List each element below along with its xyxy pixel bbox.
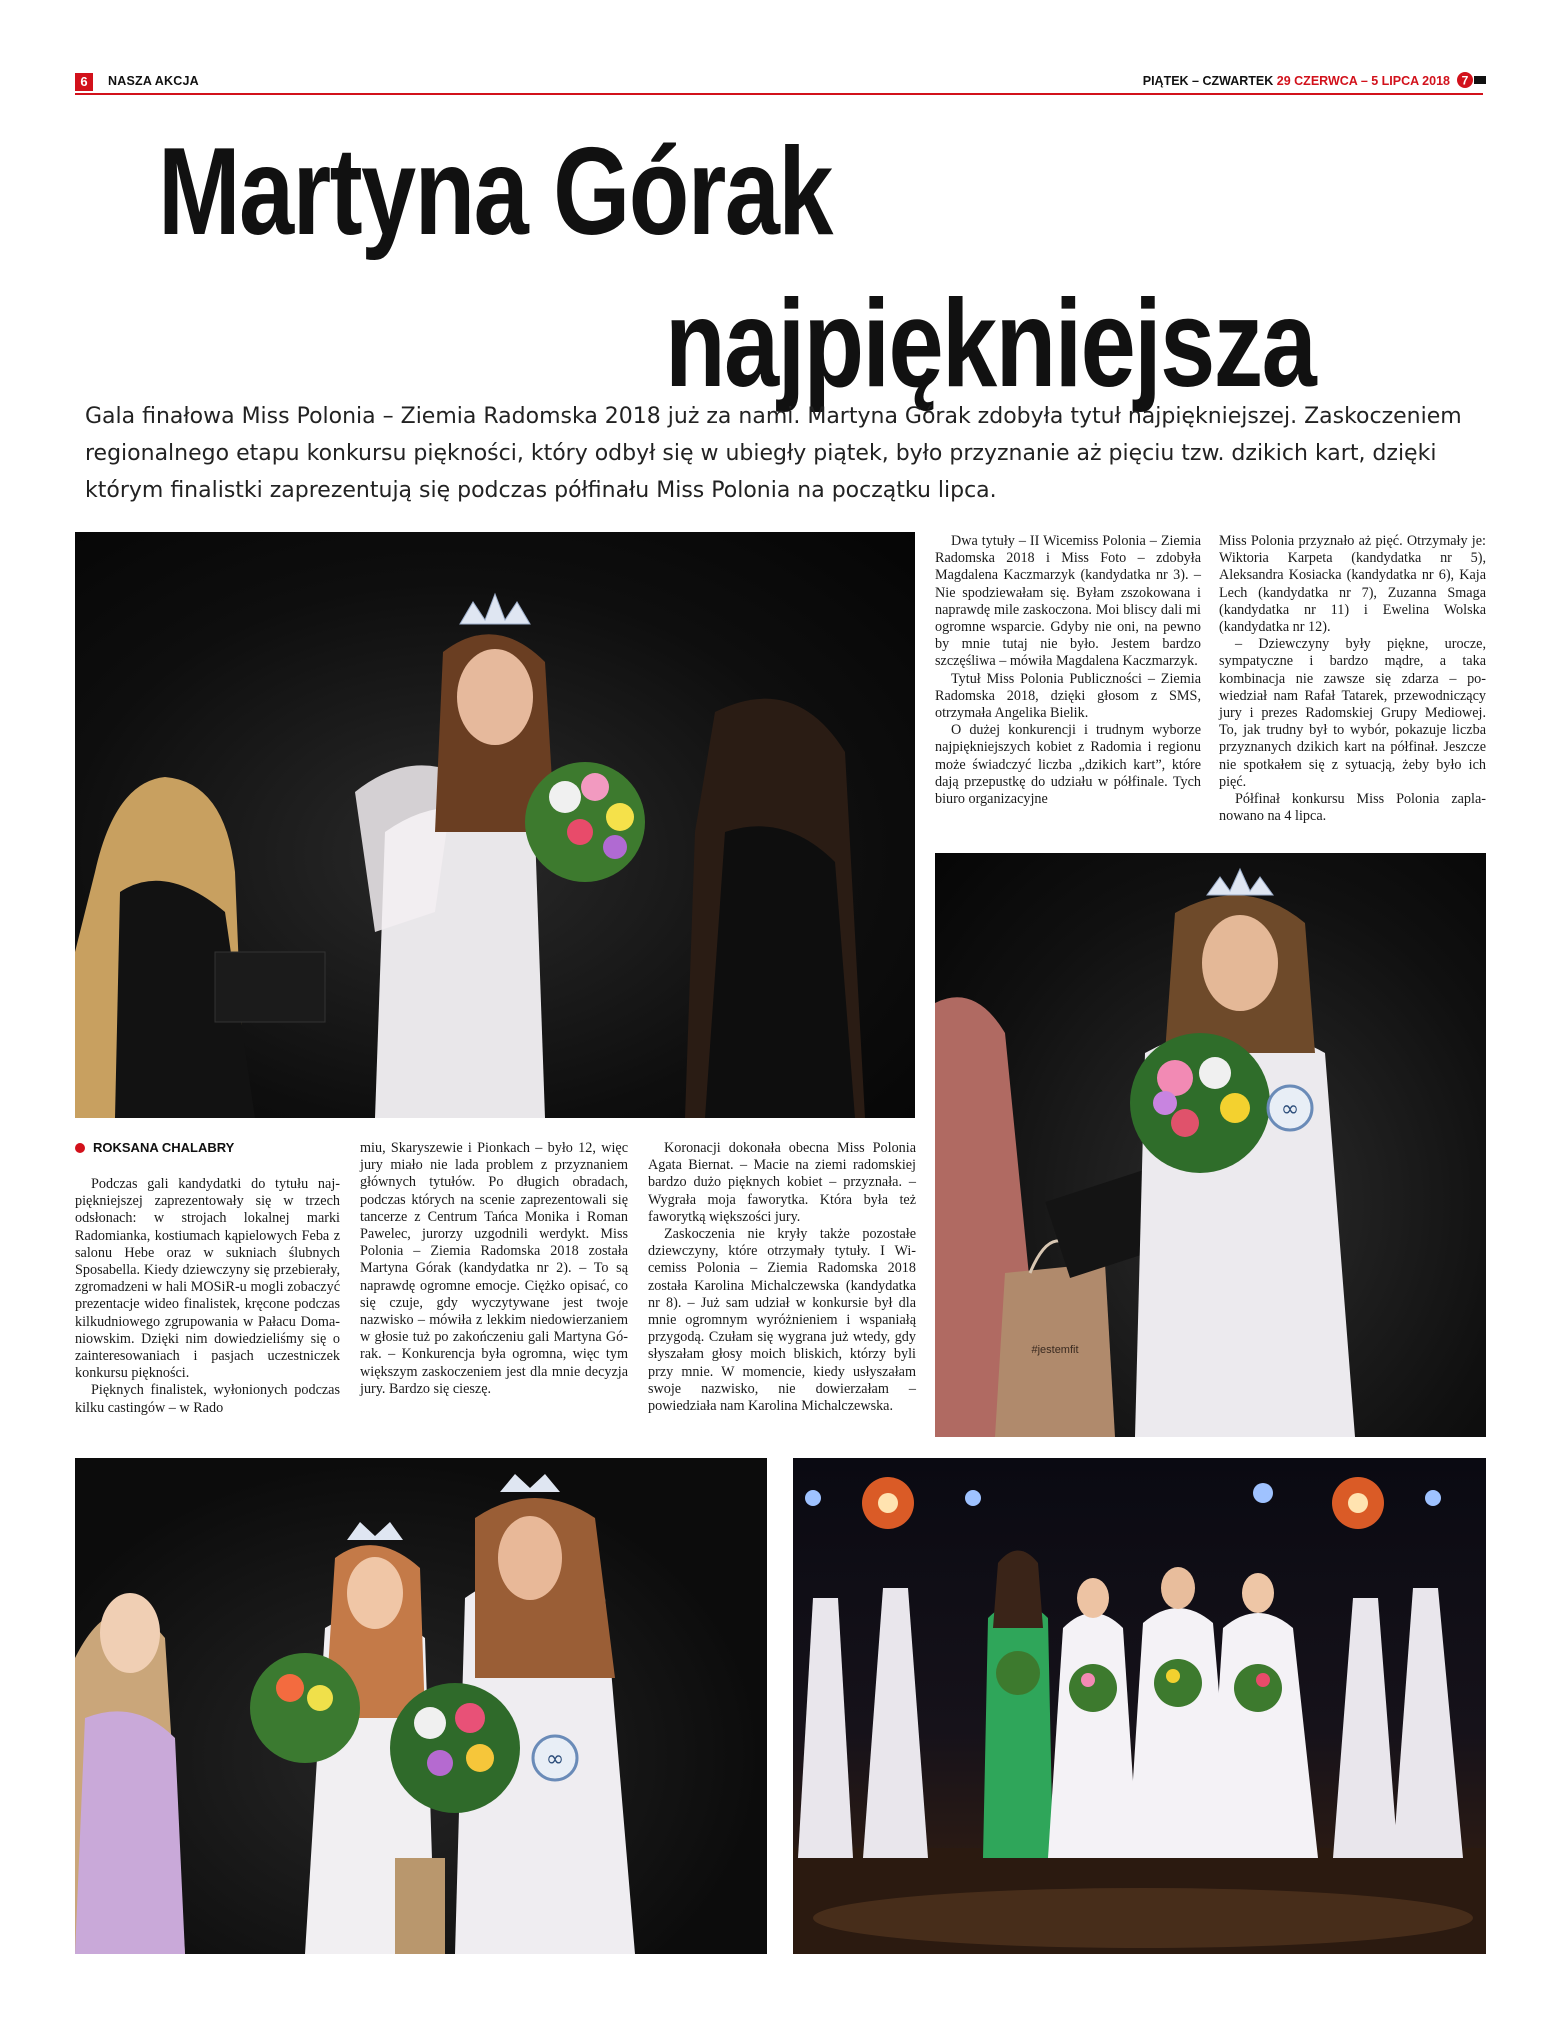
photo-finalists-bouquets [75, 1458, 767, 1954]
paragraph: Tytuł Miss Polonia Publiczności – Ziemia Radomska 2018, dzięki głosom z SMS, otrzymała Angelika Bielik. [935, 670, 1201, 722]
paragraph: Półfinał konkursu Miss Polonia zaplanowano na 4 lipca. [1219, 791, 1486, 825]
paragraph: miu, Skaryszewie i Pionkach – było 12, więc jury miało nie lada problem z przyznaniem głównych tytułów. Po długich obradach, podczas których na scenie zaprezentowali się tancerze z Centrum Tańca Monika i Roman Pawelec, jurorzy uzgodnili werdykt. Miss Polonia – Ziemia Radomska 2018 została Martyna Górak (kandydatka nr 2). – To są naprawdę ogromne emocje. Ciężko opisać, co się czuje, gdy wyczytywane jest twoje nazwisko – mówiła z lekkim niedowierzaniem w głosie tuż po zakończeniu gali Martyna Górak. – Konkurencja była ogromna, więc tym większym zaskoczeniem jest dla mnie decyzja jury. Bardzo się cieszę. [360, 1140, 628, 1397]
byline [75, 1140, 234, 1155]
article-column-4 [935, 533, 1201, 808]
paragraph: – Dziewczyny były piękne, urocze, sympatyczne i bardzo mądre, a taka kombinacja nie zawsze się zdarza – powiedział nam Rafał Tatarek, przewodniczący jury i prezes Radomskiej Grupy Mediowej. To, jak trudny był to wybór, pokazuje liczba przyznanych dzikich kart na półfinał. Jeszcze nie spotkałem się z sytuacją, żeby było ich pięć. [1219, 636, 1486, 790]
paragraph: Pięknych finalistek, wyłonionych podczas kilku castingów – w Rado [75, 1382, 340, 1416]
issue-date [1143, 74, 1450, 88]
publication-logo [1456, 71, 1486, 89]
article-column-1 [75, 1176, 340, 1417]
page-number: 6 [75, 73, 93, 91]
photo-winner-portrait [935, 853, 1486, 1437]
paragraph: Zaskoczenia nie kryły także pozostałe dziewczyny, które otrzymały tytuły. I Wicemiss Polonia – Ziemia Radomska 2018 została Karolina Michalczewska (kandydatka nr 8). – Już sam udział w konkursie był dla mnie ogromnym wyróżnieniem i wspaniałą przygodą. Czułam się wygrana już wtedy, gdy słyszałam głosy moich bliskich, którzy byli przy mnie. W momencie, kiedy usłyszałam swoje nazwisko, nie dowierzałam – powiedziała nam Karolina Michalczewska. [648, 1226, 916, 1415]
byline-author: ROKSANA CHALABRY [93, 1140, 235, 1155]
svg-text:∞: ∞ [1280, 1097, 1300, 1122]
photo-stage-group [793, 1458, 1486, 1954]
section-title: NASZA AKCJA [108, 74, 199, 88]
article-column-2 [360, 1140, 628, 1398]
issue-dates: 29 CZERWCA – 5 LIPCA 2018 [1276, 74, 1450, 88]
header-rule [75, 93, 1483, 95]
paragraph: Koronacji dokonała obecna Miss Polonia Agata Biernat. – Macie na ziemi radomskiej bardzo dużo pięknych kobiet – przyznała. – Wygrała moja faworytka. Która była też faworytką większości jury. [648, 1140, 916, 1225]
paragraph: O dużej konkurencji i trudnym wyborze najpiękniejszych kobiet z Radomia i regionu może świadczyć liczba „dzikich kart”, które dają przepustkę do udziału w półfinale. Tych biuro organizacyjne [935, 722, 1201, 808]
paragraph: Podczas gali kandydatki do tytułu najpiękniejszej zaprezentowały się w trzech odsłonach: w strojach lokalnej marki Radomianka, kostiumach kąpielowych Feba z salonu Hebe oraz w sukniach ślubnych Sposabella. Kiedy dziewczyny się przebierały, zgromadzeni w hali MOSiR-u mogli zobaczyć prezentacje wideo finalistek, kręcone podczas kilkudniowego zgrupowania w Pałacu Domaniowskim. Dzięki nim dowiedzieliśmy się o zainteresowaniach i pasjach uczestniczek konkursu piękności. [75, 1176, 340, 1382]
svg-text:7: 7 [1461, 73, 1469, 88]
photo-winner-crowned [75, 532, 915, 1118]
headline-line-1: Martyna Górak [158, 123, 832, 261]
headline-line-2: najpiękniejsza [665, 275, 1316, 413]
article-column-5 [1219, 533, 1486, 825]
issue-days: PIĄTEK – CZWARTEK [1142, 74, 1274, 88]
byline-bullet-icon [75, 1143, 85, 1153]
bag-label: #jestemfit [1031, 1344, 1079, 1356]
article-column-3 [648, 1140, 916, 1415]
lead-paragraph: Gala finałowa Miss Polonia – Ziemia Radomska 2018 już za nami. Martyna Górak zdobyła tytuł najpiękniejszej. Zaskoczeniem regionalnego etapu konkursu piękności, który odbył się w ubiegły piątek, było przyznanie aż pięciu tzw. dzikich kart, dzięki którym finalistki zaprezentują się podczas półfinału Miss Polonia na początku lipca. [85, 404, 1462, 503]
svg-text:∞: ∞ [545, 1747, 565, 1772]
paragraph: Miss Polonia przyznało aż pięć. Otrzymały je: Wiktoria Karpeta (kandydatka nr 5), Aleksandra Kosiacka (kandydatka nr 6), Kaja Lech (kandydatka nr 7), Zuzanna Smaga (kandydatka nr 11) i Ewelina Wolska (kandydatka nr 12). [1219, 533, 1486, 636]
paragraph: Dwa tytuły – II Wicemiss Polonia – Ziemia Radomska 2018 i Miss Foto – zdobyła Magdalena Kaczmarzyk (kandydatka nr 3). – Nie spodziewałam się. Byłam zszokowana i naprawdę mile zaskoczona. Moi bliscy dali mi ogromne wsparcie. Gdyby nie oni, na pewno by mnie tutaj nie było. Jestem bardzo szczęśliwa – mówiła Magdalena Kaczmarzyk. [935, 533, 1201, 670]
